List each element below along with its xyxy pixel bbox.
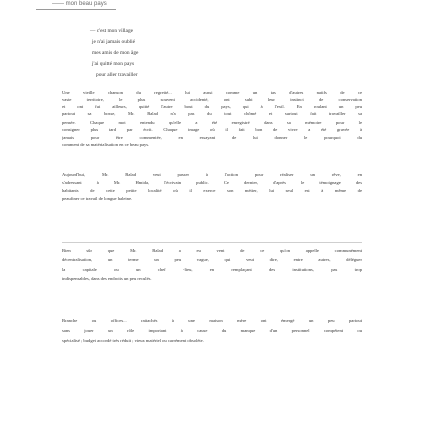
text-line: Aujourd'hui, Mr. Balad veut passer à l'action pour réaliser un rêve, en: [62, 172, 362, 177]
text-line: s'adressant à Mr. Hmida, l'écrivain public. Ce dernier, d'après le témoignage des: [62, 180, 362, 185]
poem-line: — c'est mon village: [90, 28, 134, 34]
paragraph-3: [62, 247, 362, 283]
text-line: spécialisé ; budget accordé très réduit ; vieux matériel ou carrément obsolète.: [62, 338, 204, 343]
text-line: peaufiner ce travail de longue haleine.: [62, 196, 133, 201]
paragraph-4: [62, 317, 362, 345]
text-line: la capitale ou un chef -lieu, en remplaçant des institutions, pas trop: [62, 267, 362, 272]
text-line: pensée. Chaque mot entendu qu'elle a été enregistré dans sa mémoire pour le: [62, 120, 362, 125]
text-line: et ont fui ailleurs, quitté l'autre bout du pays, qui à l'exil. En roulant un peu: [62, 104, 362, 109]
text-line: Bien sûr que Mr. Balad a eu vent de ce qu'on appelle communément: [62, 248, 362, 253]
header-label: —— mon beau pays: [52, 1, 107, 7]
poem-line: j'ai quitté mon pays: [92, 61, 135, 67]
text-line: habitants de cette petite localité où il exerce son métier, lui seul est à même de: [62, 188, 362, 193]
text-line: décentralisation, un terme un peu vague, qui veut dire, entre autres, déléguer: [62, 257, 362, 262]
text-line: Une vieille chanson du regretté... lui aussi comme un tas d'autres natifs de ce: [62, 90, 362, 95]
poem-line: je n'ai jamais oublié: [92, 39, 136, 45]
text-line: Branche ou offices... rattachés à une maison mère ont émergé un peu partout: [62, 318, 362, 323]
text-line: vaste territoire, le plus souvent accidenté, ont subi leur instinct de conservation: [62, 97, 362, 102]
running-header: [0, 0, 423, 12]
text-line: jamais pour être commentée, en essayant de lui donner le pourquoi du: [62, 135, 362, 140]
header-rule: [36, 9, 116, 10]
text-line: sans jouer un rôle important à cause du manque d'un personnel compétent ou: [62, 328, 362, 333]
text-line: indispensables, dans des endroits un peu reculés.: [62, 276, 152, 281]
paragraph-2: [62, 171, 362, 207]
paragraph-1: [62, 89, 362, 145]
text-line: partout sa bosse, Mr. Balad n'a pas du tout chômé et surtout fait travailler sa: [62, 111, 362, 116]
poem-line: pour aller travailler: [96, 72, 138, 78]
text-line: consigner plus tard par écrit. Chaque image où il fait bon de vivre a été gravée à: [62, 127, 362, 132]
section-divider: [62, 242, 362, 243]
text-line: comment de sa matérialisation en ce beau pays.: [62, 142, 150, 147]
poem-line: mes amis de mon âge: [92, 50, 139, 56]
